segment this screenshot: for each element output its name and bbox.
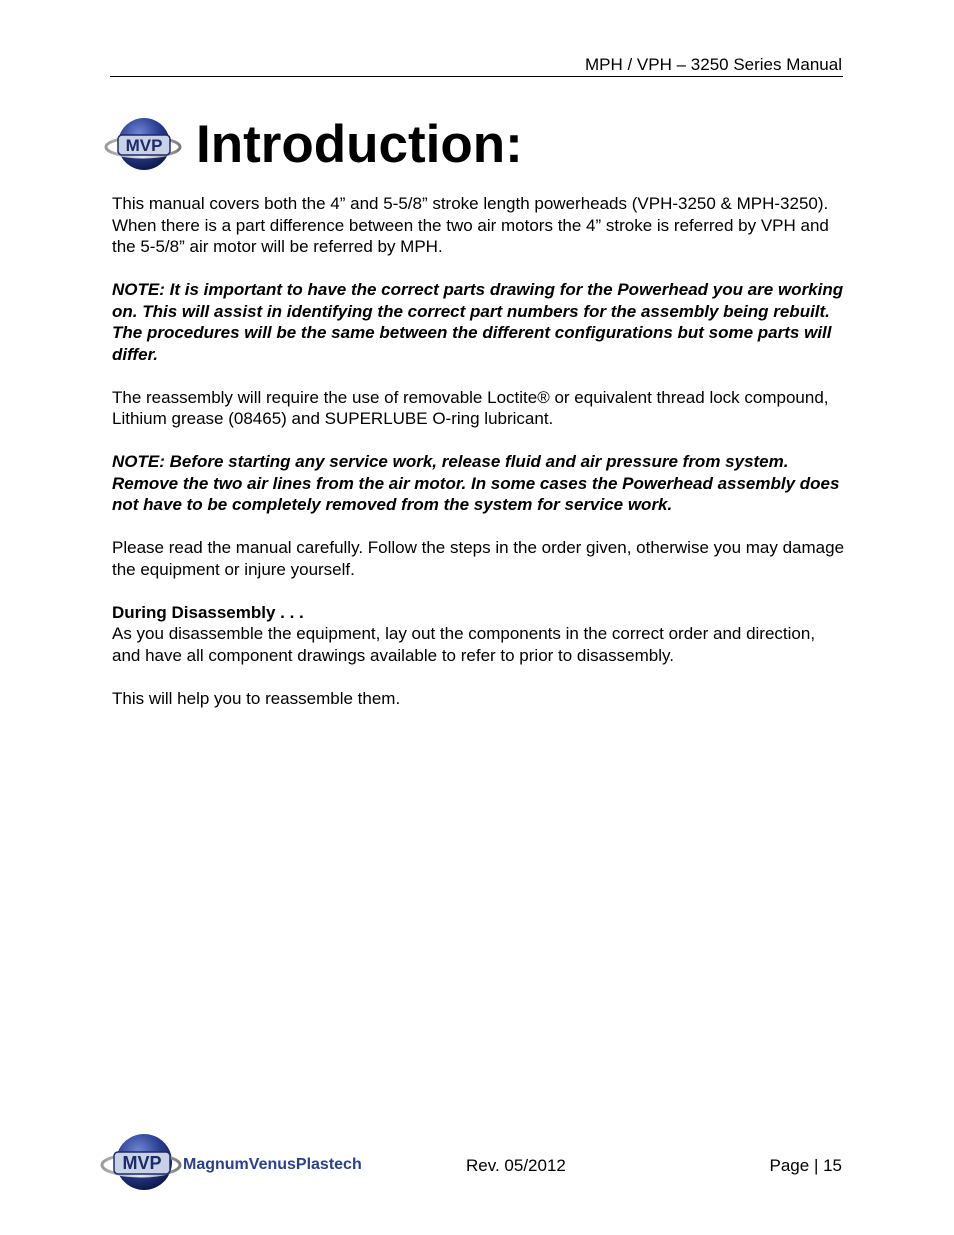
company-name-magnum: Magnum [183,1156,249,1173]
footer-company-name [183,1156,362,1174]
footer-page-number: Page | 15 [769,1156,842,1175]
reassemble-paragraph: This will help you to reassemble them. [112,688,401,708]
running-header: MPH / VPH – 3250 Series Manual [584,55,842,74]
disassembly-paragraph: As you disassemble the equipment, lay out the components in the correct order and direction, and have all component drawings available to refer to prior to disassembly. [112,624,816,665]
note-parts-drawing: NOTE: It is important to have the correct parts drawing for the Powerhead you are working on. This will assist in identifying the correct part numbers for the assembly being rebuilt. The procedures will be the same between the different configurations but some parts will differ. [112,280,844,364]
intro-paragraph: This manual covers both the 4” and 5-5/8” stroke length powerheads (VPH-3250 & MPH-3250). When there is a part difference between the two air motors the 4” stroke is referred by VPH and the 5-5/8” air motor will be referred by MPH. [112,194,829,256]
footer-logo-text: MVP [122,1153,162,1173]
mvp-globe-logo-icon [104,110,182,178]
header-divider [110,76,843,77]
logo-text: MVP [125,136,163,155]
document-body [112,193,847,731]
disassembly-subheading: During Disassembly . . . [112,602,304,622]
page-title: Introduction: [196,114,523,174]
note-service-work: NOTE: Before starting any service work, release fluid and air pressure from system. Remove the two air lines from the air motor. In some cases the Powerhead assembly does not have to be completely removed from the system for service work. [112,452,840,514]
footer-revision: Rev. 05/2012 [466,1156,566,1175]
company-name-rest: VenusPlastech [248,1156,362,1173]
reassembly-paragraph: The reassembly will require the use of removable Loctite® or equivalent thread lock compound, Lithium grease (08465) and SUPERLUBE O-ring lubricant. [112,387,829,428]
disassembly-section [112,602,847,667]
title-row [104,110,523,178]
read-manual-paragraph: Please read the manual carefully. Follow the steps in the order given, otherwise you may damage the equipment or injure yourself. [112,538,845,579]
footer-mvp-logo-icon [100,1128,184,1196]
